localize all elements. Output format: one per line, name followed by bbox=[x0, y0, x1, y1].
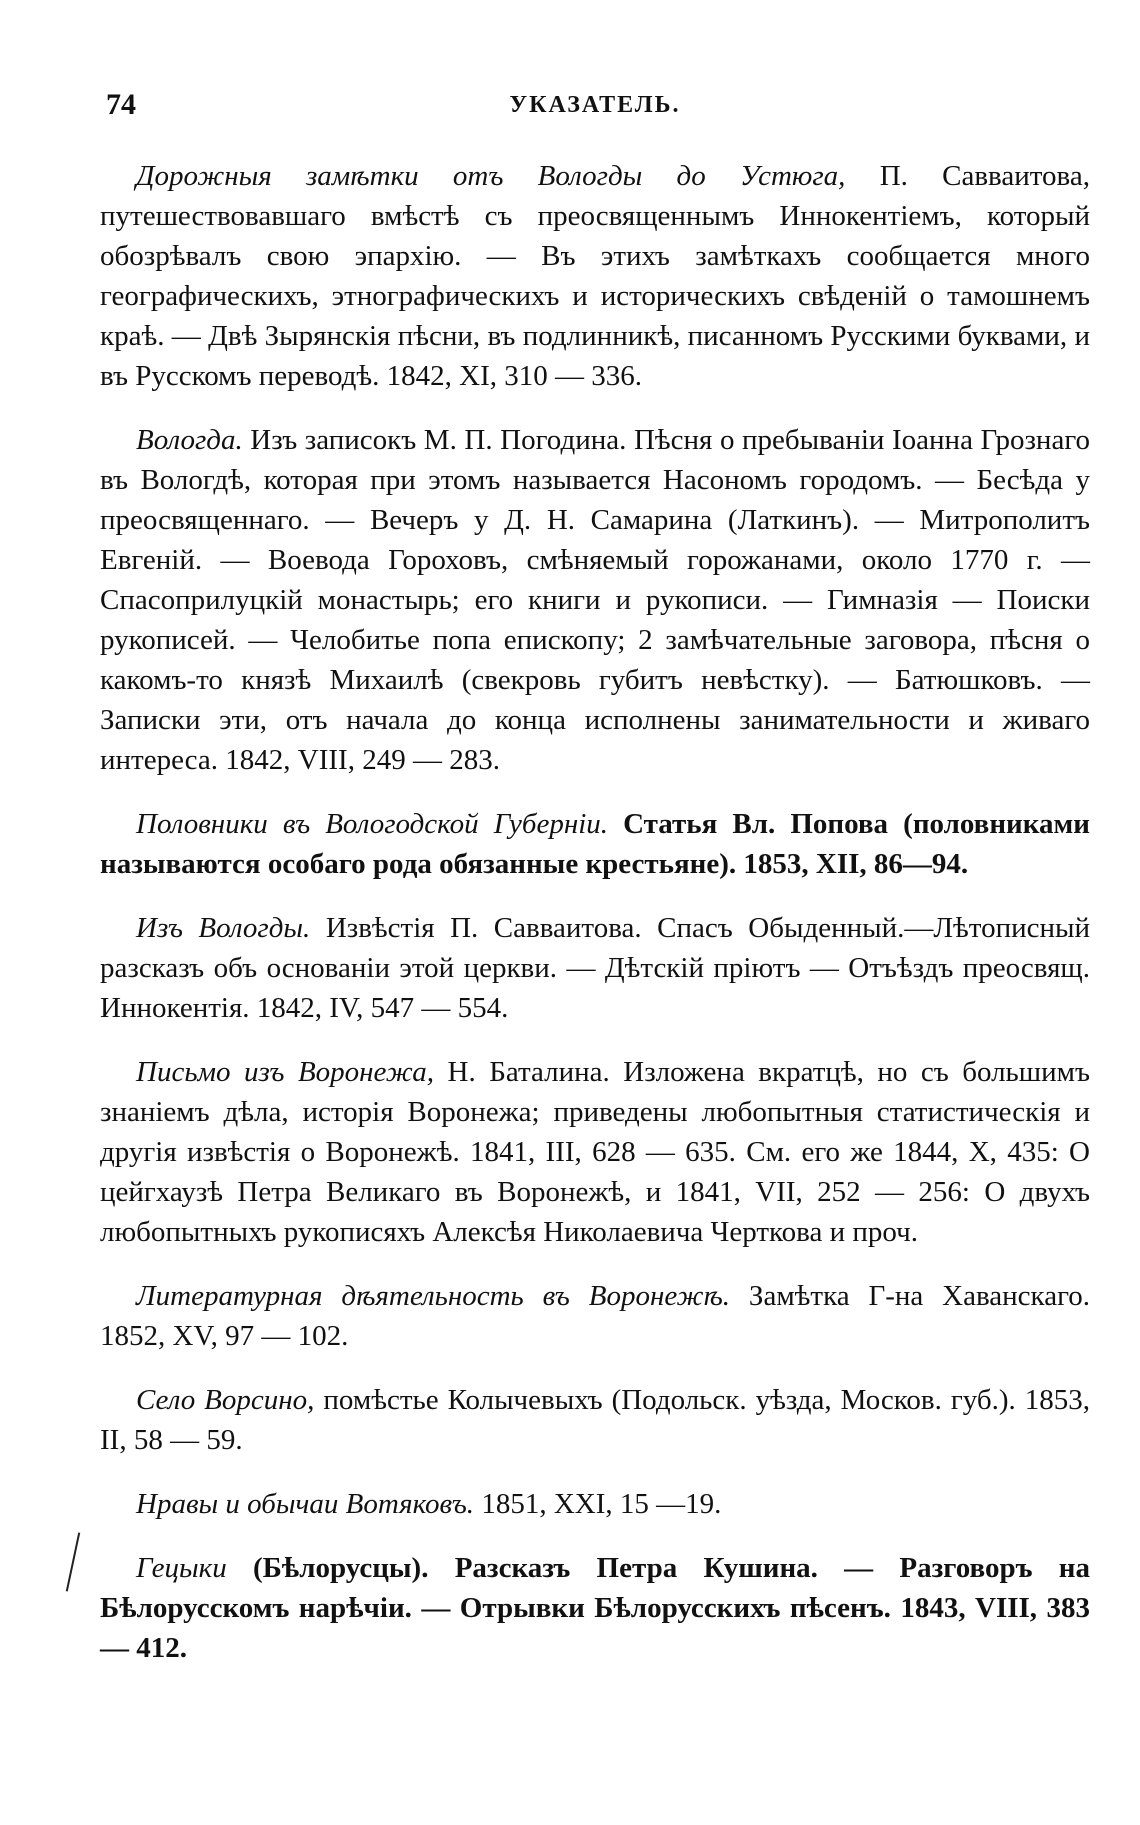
entry-text: (Бѣлорусцы). Разсказъ Петра Кушина. — Разговоръ на Бѣлорусскомъ нарѣчіи. — Отрывки Бѣлорусскихъ пѣсенъ. 1843, VIII, 383 — 412. bbox=[100, 1552, 1090, 1664]
running-title: УКАЗАТЕЛЬ. bbox=[509, 92, 681, 118]
index-entry bbox=[100, 1548, 1090, 1668]
index-entry bbox=[100, 1052, 1090, 1252]
entry-text: 1851, XXI, 15 —19. bbox=[474, 1488, 722, 1520]
index-entry bbox=[100, 420, 1090, 780]
running-head bbox=[100, 88, 1090, 132]
entry-title: Половники въ Вологодской Губерніи. bbox=[136, 808, 609, 840]
entry-text: Н. Баталина. Изложена вкратцѣ, но съ большимъ знаніемъ дѣла, исторія Воронежа; приведены любопытныя статистическія и другія извѣстія о Воронежѣ. 1841, III, 628 — 635. См. его же 1844, X, 435: О цейгхаузѣ Петра Великаго въ Воронежѣ, и 1841, VII, 252 — 256: О двухъ любопытныхъ рукописяхъ Алексѣя Николаевича Черткова и проч. bbox=[100, 1056, 1090, 1248]
entry-title: Нравы и обычаи Вотяковъ. bbox=[136, 1488, 475, 1520]
entry-title: Село Ворсино, bbox=[136, 1384, 315, 1416]
page-number: 74 bbox=[106, 88, 136, 121]
entry-text: П. Савваитова, путешествовавшаго вмѣстѣ съ преосвященнымъ Иннокентіемъ, который обозрѣвалъ свою эпархію. — Въ этихъ замѣткахъ сообщается много географическихъ, этнографическихъ и историческихъ свѣденій о тамошнемъ краѣ. — Двѣ Зырянскія пѣсни, въ подлинникѣ, писанномъ Русскими буквами, и въ Русскомъ переводѣ. 1842, XI, 310 — 336. bbox=[100, 160, 1090, 392]
entry-title: Изъ Вологды. bbox=[136, 912, 311, 944]
entry-title: Дорожныя замѣтки отъ Вологды до Устюга, bbox=[136, 160, 846, 192]
entry-text: Извѣстія П. Савваитова. Спасъ Обыденный.—Лѣтописный разсказъ объ основаніи этой церкви. — Дѣтскій пріютъ — Отъѣздъ преосвящ. Иннокентія. 1842, IV, 547 — 554. bbox=[100, 912, 1090, 1024]
book-page bbox=[100, 88, 1090, 1692]
entry-text: Статья Вл. Попова (половниками называются особаго рода обязанные крестьяне). 1853, XII, 86—94. bbox=[100, 808, 1090, 880]
entry-text: помѣстье Колычевыхъ (Подольск. уѣзда, Москов. губ.). 1853, II, 58 — 59. bbox=[100, 1384, 1090, 1456]
entry-title: Письмо изъ Воронежа, bbox=[136, 1056, 435, 1088]
entry-title: Вологда. bbox=[136, 424, 243, 456]
index-entry bbox=[100, 1276, 1090, 1356]
index-entry bbox=[100, 1380, 1090, 1460]
entry-text: Изъ записокъ М. П. Погодина. Пѣсня о пребываніи Іоанна Грознаго въ Вологдѣ, которая при этомъ называется Насономъ городомъ. — Бесѣда у преосвященнаго. — Вечеръ у Д. Н. Самарина (Латкинъ). — Митрополитъ Евгеній. — Воевода Гороховъ, смѣняемый горожанами, около 1770 г. — Спасоприлуцкій монастырь; его книги и рукописи. — Гимназія — Поиски рукописей. — Челобитье попа епископу; 2 замѣчательные заговора, пѣсня о какомъ-то князѣ Михаилѣ (свекровь губитъ невѣстку). — Батюшковъ. — Записки эти, отъ начала до конца исполнены занимательности и живаго интереса. 1842, VIII, 249 — 283. bbox=[100, 424, 1090, 776]
index-entries bbox=[100, 156, 1090, 1668]
index-entry bbox=[100, 1484, 1090, 1524]
index-entry bbox=[100, 908, 1090, 1028]
index-entry bbox=[100, 804, 1090, 884]
entry-title: Литературная дѣятельность въ Воронежѣ. bbox=[136, 1280, 731, 1312]
entry-title: Гецыки bbox=[136, 1552, 227, 1584]
index-entry bbox=[100, 156, 1090, 396]
entry-text: Замѣтка Г-на Хаванскаго. 1852, XV, 97 — 102. bbox=[100, 1280, 1090, 1352]
margin-pencil-mark bbox=[66, 1532, 80, 1591]
